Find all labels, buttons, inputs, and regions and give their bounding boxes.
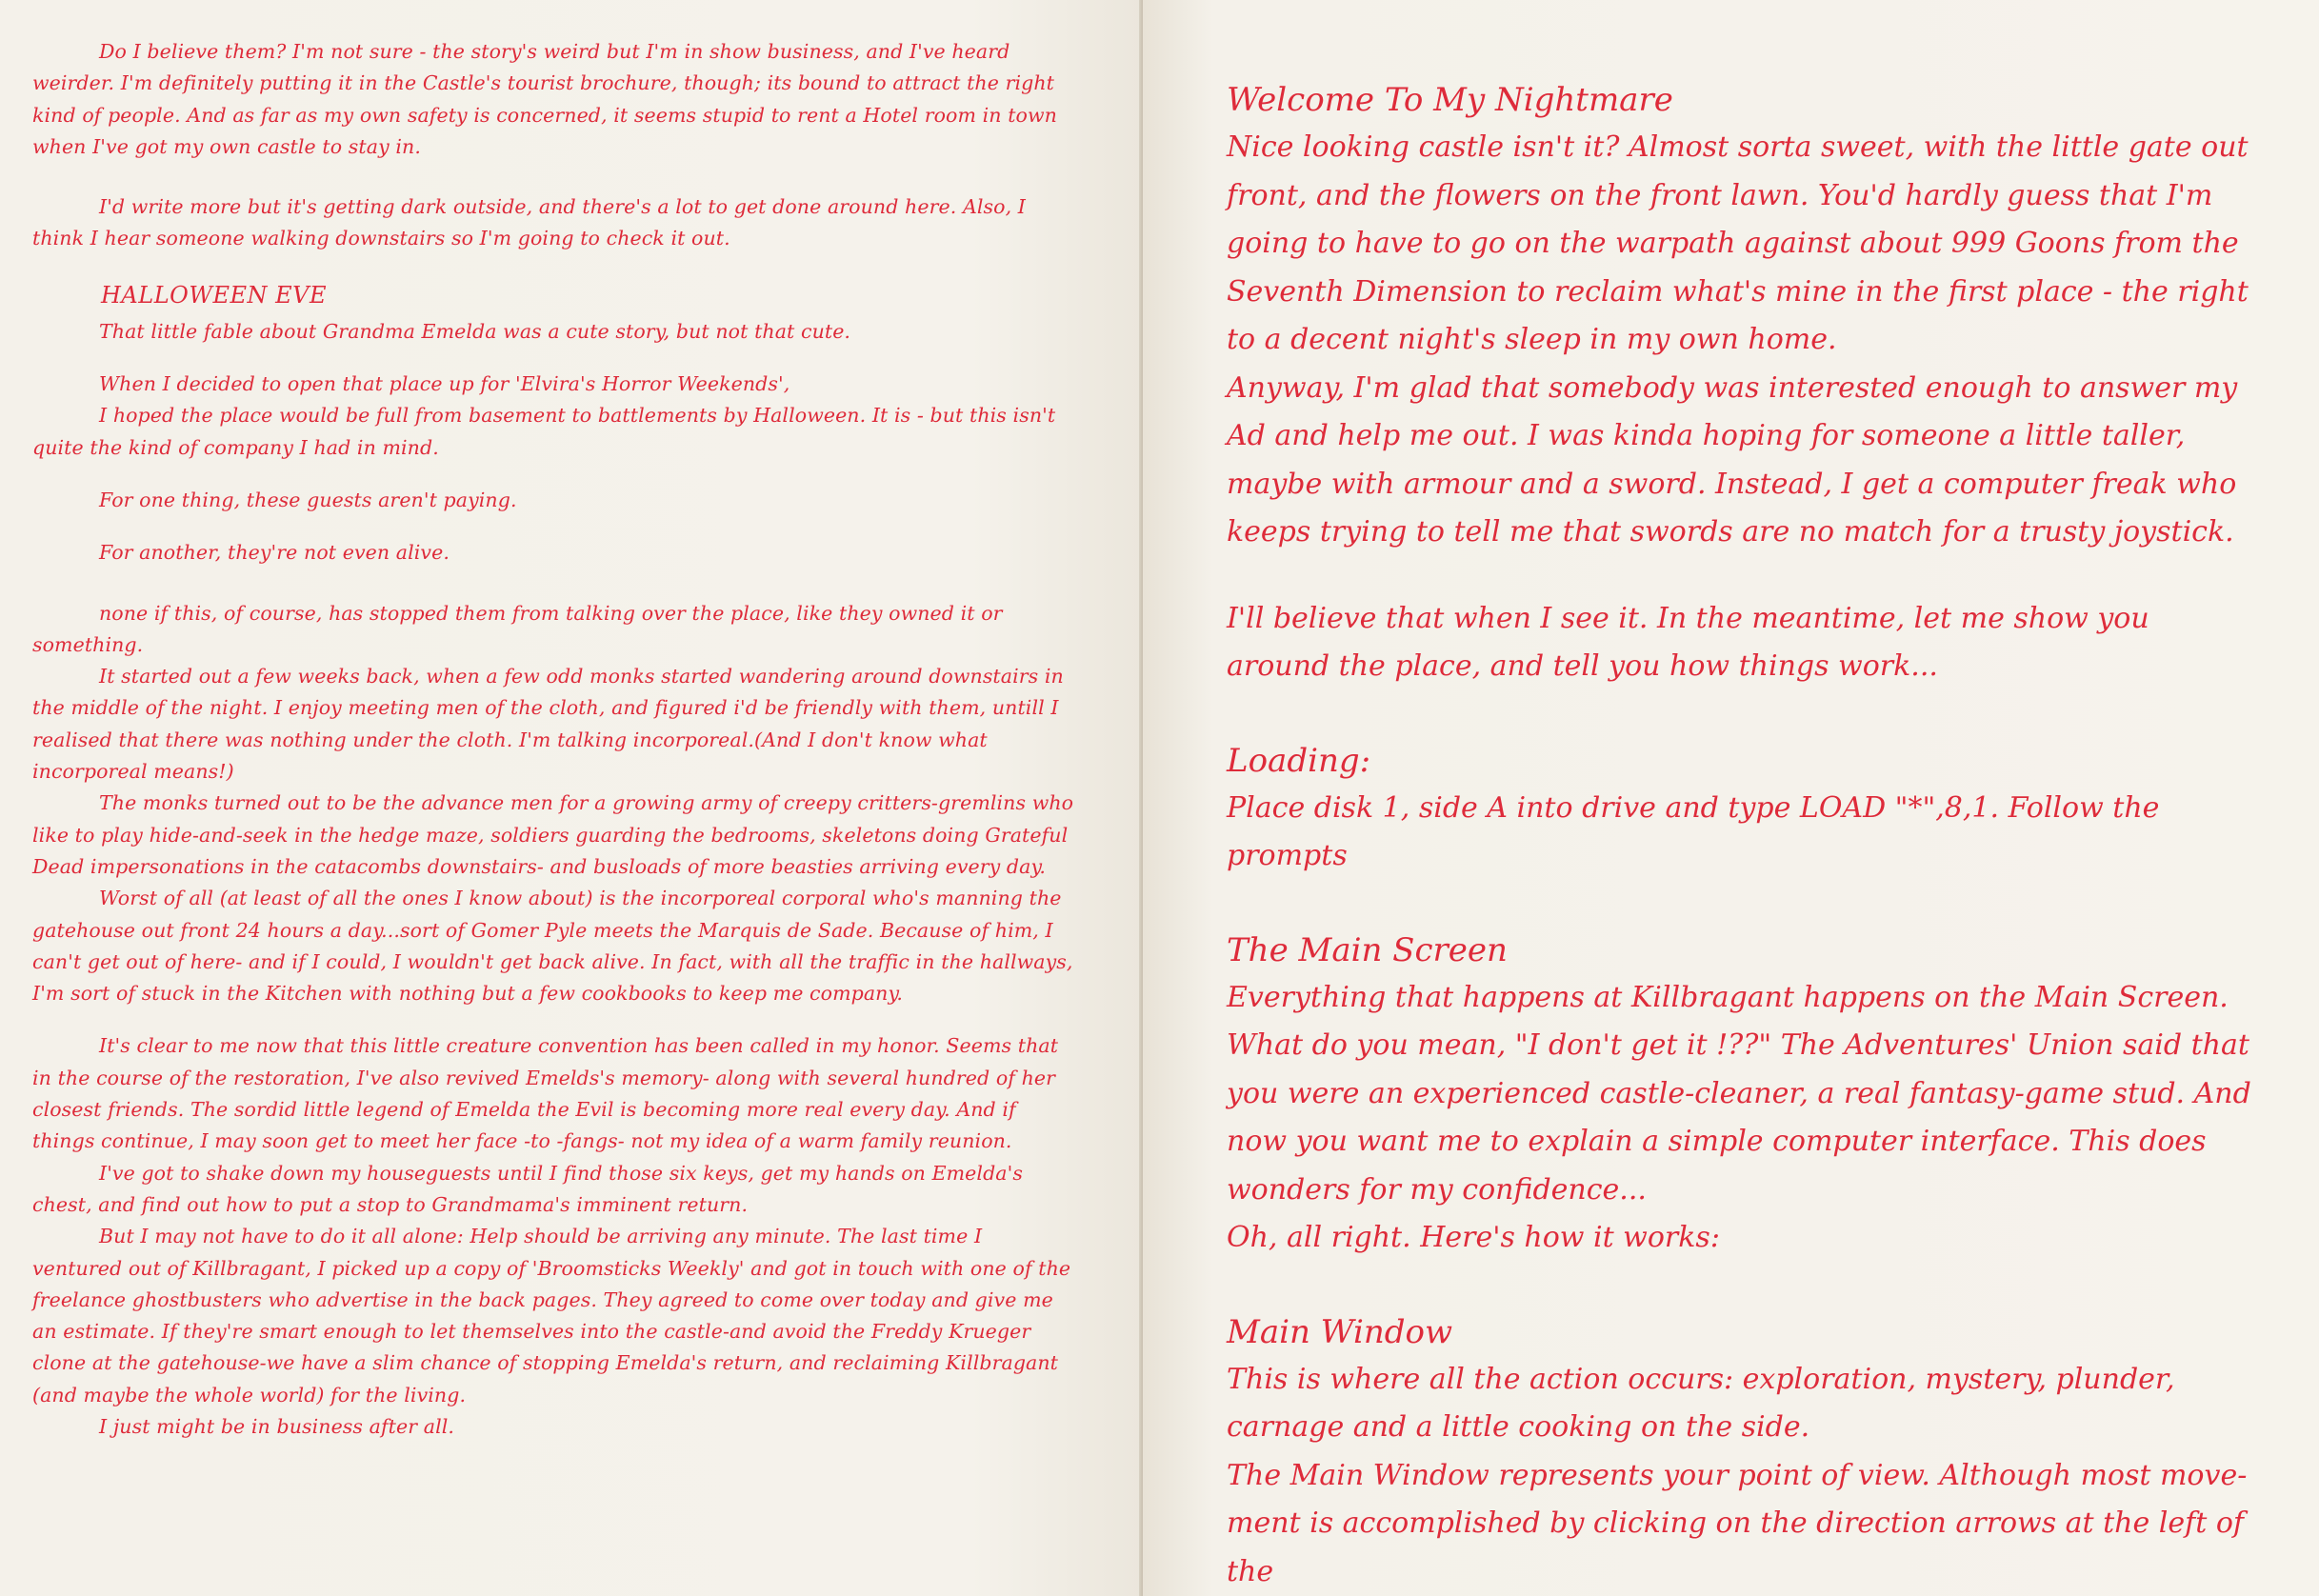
diary-paragraph: That little fable about Grandma Emelda was a cute story, but not that cute.: [99, 319, 851, 343]
welcome-paragraph: Anyway, I'm glad that somebody was interested enough to answer my Ad and help me out. I was kinda hoping for someone a little taller, maybe with armour and a sword. Instead, I get a computer freak who keeps trying to tell me that swords are no match for a trusty joystick.: [1227, 370, 2238, 549]
diary-paragraph: For another, they're not even alive.: [99, 541, 450, 565]
diary-text: [32, 36, 1076, 1443]
right-page: [1143, 0, 2319, 1596]
diary-paragraph: I hoped the place would be full from basement to battlements by Halloween. It is - but this isn't quite the kind of company I had in mind.: [32, 404, 1056, 459]
main-window-section: [1227, 1308, 2252, 1596]
main-window-paragraph: This is where all the action occurs: exploration, mystery, plunder, carnage and a little cooking on the side.: [1227, 1362, 2175, 1444]
diary-paragraph: When I decided to open that place up for 'Elvira's Horror Weekends',: [99, 372, 790, 396]
welcome-paragraph: I'll believe that when I see it. In the meantime, let me show you around the place, and tell you how things work...: [1227, 601, 2149, 683]
welcome-section: [1227, 76, 2252, 691]
diary-paragraph: Worst of all (at least of all the ones I know about) is the incorporeal corporal who's manning the gatehouse out front 24 hours a day...sort of Gomer Pyle meets the Marquis de Sade. Because of him, I can't get out of here- and if I could, I wouldn't get back alive. In fact, with all the traffic in the hallways, I'm sort of stuck in the Kitchen with nothing but a few cookbooks to keep me company.: [32, 887, 1073, 1006]
loading-heading: Loading:: [1227, 741, 1371, 780]
welcome-paragraph: Nice looking castle isn't it? Almost sorta sweet, with the little gate out front, and the flowers on the front lawn. You'd hardly guess that I'm going to have to go on the warpath against about 999 Goons from the Seventh Dimension to reclaim what's mine in the first place - the right to a decent night's sleep in my own home.: [1227, 130, 2249, 356]
manual-text: [1227, 76, 2252, 1596]
loading-instructions: Place disk 1, side A into drive and type LOAD "*",8,1. Follow the prompts: [1227, 790, 2160, 872]
diary-paragraph: I just might be in business after all.: [99, 1414, 455, 1438]
main-screen-section: [1227, 927, 2252, 1263]
diary-paragraph: But I may not have to do it all alone: Help should be arriving any minute. The last time I ventured out of Killbragant, I picked up a copy of 'Broomsticks Weekly' and got in touch with one of the freelance ghostbusters who advertise in the back pages. They agreed to come over today and give me an estimate. If they're smart enough to let themselves into the castle-and avoid the Freddy Krueger clone at the gatehouse-we have a slim chance of stopping Emelda's return, and reclaiming Killbragant (and maybe the whole world) for the living.: [32, 1225, 1071, 1406]
diary-paragraph: It started out a few weeks back, when a few odd monks started wandering around downstairs in the middle of the night. I enjoy meeting men of the cloth, and figured i'd be friendly with them, untill I realised that there was nothing under the cloth. I'm talking incorporeal.(And I don't know what incorporeal means!): [32, 665, 1064, 784]
diary-paragraph: Do I believe them? I'm not sure - the story's weird but I'm in show business, and I've heard weirder. I'm definitely putting it in the Castle's tourist brochure, though; its bound to attract the right kind of people. And as far as my own safety is concerned, it seems stupid to rent a Hotel room in town when I've got my own castle to stay in.: [32, 40, 1057, 158]
main-screen-paragraph: Everything that happens at Killbragant happens on the Main Screen. What do you mean, "I don't get it !??" The Adventures' Union said that you were an experienced castle-cleaner, a real fantasy-game stud. And now you want me to explain a simple computer interface. This does wonders for my confidence...: [1227, 980, 2251, 1207]
diary-paragraph: I'd write more but it's getting dark outside, and there's a lot to get done around here. Also, I think I hear someone walking downstairs so I'm going to check it out.: [32, 195, 1027, 250]
diary-paragraph: It's clear to me now that this little creature convention has been called in my honor. Seems that in the course of the restoration, I've also revived Emelds's memory- along with several hundred of her closest friends. The sordid little legend of Emelda the Evil is becoming more real every day. And if things continue, I may soon get to meet her face -to -fangs- not my idea of a warm family reunion.: [32, 1034, 1059, 1153]
halloween-eve-heading: HALLOWEEN EVE: [101, 281, 328, 309]
main-screen-heading: The Main Screen: [1227, 930, 1508, 969]
main-window-heading: Main Window: [1227, 1312, 1453, 1351]
diary-paragraph: The monks turned out to be the advance men for a growing army of creepy critters-gremlins who like to play hide-and-seek in the hedge maze, soldiers guarding the bedrooms, skeletons doing Grateful Dead impersonations in the catacombs downstairs- and busloads of more beasties arriving every day.: [32, 791, 1074, 878]
main-window-paragraph: The Main Window represents your point of view. Although most move-ment is accomplished by clicking on the direction arrows at the left of the: [1227, 1458, 2248, 1588]
main-screen-paragraph: Oh, all right. Here's how it works:: [1227, 1221, 1720, 1254]
diary-paragraph: For one thing, these guests aren't paying.: [99, 488, 517, 511]
loading-section: [1227, 737, 2252, 881]
left-page: [0, 0, 1143, 1596]
welcome-heading: Welcome To My Nightmare: [1227, 81, 1673, 119]
diary-paragraph: I've got to shake down my houseguests until I find those six keys, get my hands on Emelda's chest, and find out how to put a stop to Grandmama's imminent return.: [32, 1161, 1023, 1216]
diary-paragraph: none if this, of course, has stopped them from talking over the place, like they owned it or something.: [32, 601, 1003, 656]
